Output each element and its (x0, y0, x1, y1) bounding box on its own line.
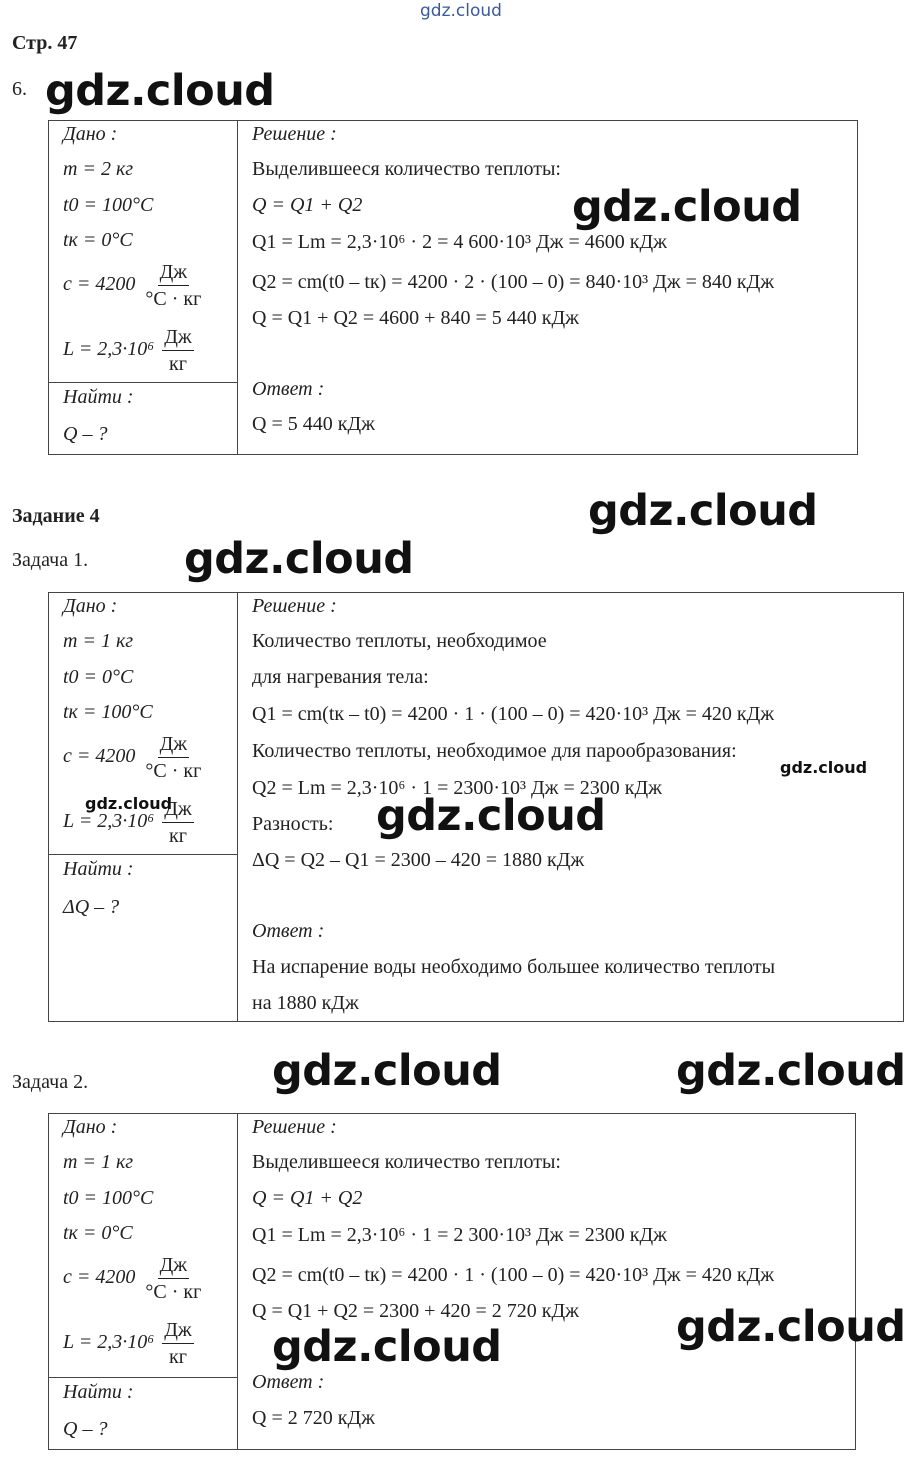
watermark: gdz.cloud (676, 1046, 906, 1096)
solution-line: Разность: (252, 813, 334, 835)
solution-line: Количество теплоты, необходимое (252, 630, 547, 652)
watermark: gdz.cloud (272, 1322, 502, 1372)
answer-title: Ответ : (252, 378, 325, 400)
watermark: gdz.cloud (588, 486, 818, 536)
given-tk: tк = 0°C (63, 229, 133, 251)
answer-title: Ответ : (252, 920, 325, 942)
solution-line: Q1 = Lm = 2,3·10⁶ · 1 = 2 300·10³ Дж = 2300 кДж (252, 1224, 667, 1246)
solution-line: Q = Q1 + Q2 (252, 194, 363, 216)
solution-line: Q = Q1 + Q2 = 2300 + 420 = 2 720 кДж (252, 1300, 579, 1322)
answer-line: На испарение воды необходимо большее количество теплоты (252, 956, 776, 978)
problem-number: 6. (12, 78, 27, 100)
find-value: ΔQ – ? (63, 896, 120, 918)
watermark-top: gdz.cloud (420, 1, 502, 21)
problem6-table (48, 120, 858, 455)
watermark: gdz.cloud (45, 66, 275, 116)
section-title: Задание 4 (12, 505, 100, 527)
solution-line: Q2 = cm(t0 – tк) = 4200 · 1 · (100 – 0) = 420·10³ Дж = 420 кДж (252, 1264, 775, 1286)
task2-label: Задача 2. (12, 1071, 89, 1093)
given-mass: m = 1 кг (63, 630, 134, 652)
find-title: Найти : (63, 1381, 134, 1403)
page-header: Стр. 47 (12, 32, 78, 54)
answer-line: на 1880 кДж (252, 992, 359, 1014)
given-L: L = 2,3·10⁶ $\frac{Дж}{кг}$ (63, 326, 192, 375)
watermark: gdz.cloud (780, 758, 868, 777)
watermark: gdz.cloud (85, 794, 173, 813)
given-t0: t0 = 0°C (63, 666, 134, 688)
find-title: Найти : (63, 386, 134, 408)
given-title: Дано : (63, 595, 118, 617)
given-tk: tк = 100°C (63, 701, 153, 723)
solution-line: Q1 = Lm = 2,3·10⁶ · 2 = 4 600·10³ Дж = 4600 кДж (252, 231, 667, 253)
find-title: Найти : (63, 858, 134, 880)
solution-line: Q = Q1 + Q2 = 4600 + 840 = 5 440 кДж (252, 307, 579, 329)
watermark: gdz.cloud (272, 1046, 502, 1096)
given-title: Дано : (63, 123, 118, 145)
solution-title: Решение : (252, 123, 337, 145)
given-t0: t0 = 100°C (63, 1187, 154, 1209)
solution-title: Решение : (252, 1116, 337, 1138)
given-t0: t0 = 100°C (63, 194, 154, 216)
solution-line: Q2 = cm(t0 – tк) = 4200 · 2 · (100 – 0) = 840·10³ Дж = 840 кДж (252, 271, 775, 293)
solution-line: Количество теплоты, необходимое для парообразования: (252, 740, 737, 762)
given-tk: tк = 0°C (63, 1222, 133, 1244)
solution-line: Выделившееся количество теплоты: (252, 158, 561, 180)
given-L: L = 2,3·10⁶ $\frac{Дж}{кг}$ (63, 1319, 192, 1368)
given-L: L = 2,3·10⁶ $\frac{Дж}{кг}$ (63, 798, 192, 847)
find-value: Q – ? (63, 423, 108, 445)
task1-label: Задача 1. (12, 549, 89, 571)
given-c: c = 4200 $\frac{Дж}{^\circ C \cdot кг}$ (63, 1254, 202, 1303)
solution-line: для нагревания тела: (252, 666, 429, 688)
answer-line: Q = 2 720 кДж (252, 1407, 375, 1429)
watermark: gdz.cloud (676, 1302, 906, 1352)
task2-table (48, 1113, 856, 1450)
watermark: gdz.cloud (184, 534, 414, 584)
solution-title: Решение : (252, 595, 337, 617)
watermark: gdz.cloud (572, 182, 802, 232)
given-title: Дано : (63, 1116, 118, 1138)
solution-line: Выделившееся количество теплоты: (252, 1151, 561, 1173)
solution-line: Q2 = Lm = 2,3·10⁶ · 1 = 2300·10³ Дж = 2300 кДж (252, 777, 662, 799)
given-c: c = 4200 $\frac{Дж}{^\circ C \cdot кг}$ (63, 733, 202, 782)
answer-title: Ответ : (252, 1371, 325, 1393)
given-mass: m = 2 кг (63, 158, 134, 180)
given-c: c = 4200 $\frac{Дж}{^\circ C \cdot кг}$ (63, 261, 202, 310)
watermark: gdz.cloud (376, 791, 606, 841)
answer-line: Q = 5 440 кДж (252, 413, 375, 435)
find-value: Q – ? (63, 1418, 108, 1440)
given-mass: m = 1 кг (63, 1151, 134, 1173)
solution-line: Q = Q1 + Q2 (252, 1187, 363, 1209)
solution-line: ΔQ = Q2 – Q1 = 2300 – 420 = 1880 кДж (252, 849, 585, 871)
solution-line: Q1 = cm(tк – t0) = 4200 · 1 · (100 – 0) = 420·10³ Дж = 420 кДж (252, 703, 775, 725)
